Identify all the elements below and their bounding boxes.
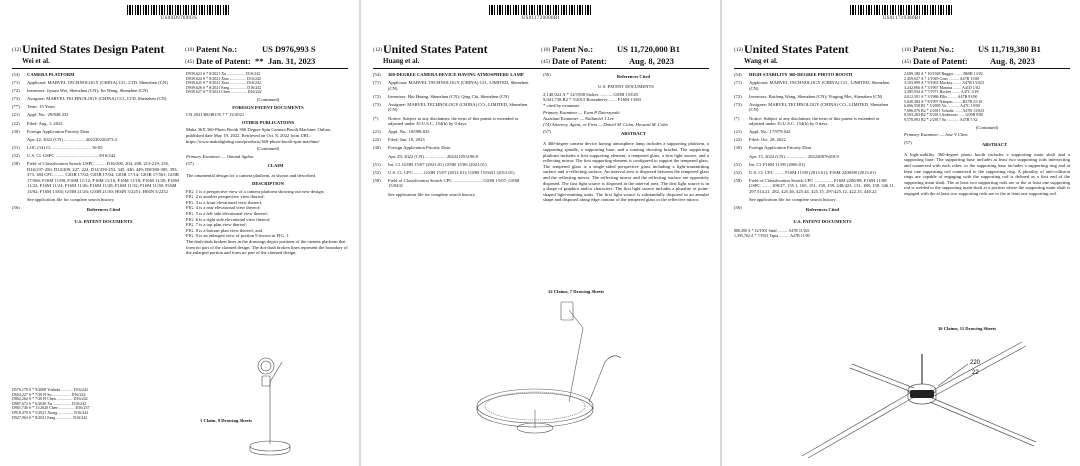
field-text: Appl. No.: 18/098,833: [388, 129, 430, 135]
field-code: [373, 154, 388, 160]
patent-kind-title: United States Patent: [744, 42, 849, 56]
biblio-field: [373, 94, 535, 100]
foreign-docs-heading: FOREIGN PATENT DOCUMENTS: [232, 104, 304, 110]
field-code: (22): [734, 137, 742, 143]
field-text: See application file for complete search history.: [749, 197, 837, 203]
patent-page-camera-device: [361, 0, 720, 466]
date-label: Date of Patent:: [552, 56, 607, 66]
patent-number: US 11,720,000 B1: [617, 44, 680, 54]
field-code: [12, 137, 27, 143]
reference-row: 8,503,283 B2 * 8/2013 Ambrosio ...... G09B 9/00: [904, 112, 984, 118]
date-code: (45): [541, 59, 551, 65]
field-text: U.S. Cl. CPC ........ G03B 15/07 (2013.01); G03B 15/0431 (2013.01): [388, 169, 515, 175]
figure-label-220: 220: [970, 360, 981, 366]
date-of-patent: Aug. 8, 2023: [629, 56, 674, 66]
reference-row: D939,625 S * 8/2021 Xiao ................ D16/242: [186, 80, 261, 86]
foreign-doc-row: CN 202130048155.7 * 12/2021: [186, 112, 245, 118]
field-code: (73): [734, 101, 742, 107]
patent-page-design: [0, 0, 358, 466]
biblio-field: [734, 162, 896, 168]
patent-number-label: Patent No.:: [552, 44, 594, 54]
barcode: [850, 5, 954, 15]
reference-row: 9,578,993 B2 * 2/2017 Su ............ A47B 7/32: [904, 116, 978, 122]
patent-kind-title: United States Design Patent: [22, 42, 165, 56]
field-code: [734, 217, 749, 227]
cited-by-note: * cited by examiner: [543, 102, 580, 108]
field-text: Field of Classification Search CPC ......................... G03B 15/07; G03B 15/0431: [388, 177, 520, 189]
biblio-field: [12, 88, 180, 94]
field-text: Inventors: Jiyuan Wei, Shenzhen (CN); Jin Wang, Shenzhen (CN): [27, 88, 149, 94]
biblio-field: [734, 205, 896, 215]
field-code: [734, 154, 749, 160]
field-code: [734, 197, 749, 203]
field-text: U.S. PATENT DOCUMENTS: [793, 219, 852, 225]
field-code: (**): [12, 104, 20, 110]
date-label: Date of Patent:: [913, 56, 968, 66]
field-code: (58): [373, 177, 381, 183]
date-marker: **: [255, 56, 264, 66]
description-list: [186, 189, 350, 256]
claim-heading: CLAIM: [267, 163, 284, 169]
biblio-field: [12, 104, 180, 110]
biblio-field: [12, 112, 180, 118]
biblio-field: [12, 137, 180, 143]
reference-row: D887,672 S * 6/2020 Xu .................. D16/242: [12, 400, 87, 406]
field-text: Appl. No.: 17/979,642: [749, 129, 791, 135]
field-code: (52): [734, 169, 742, 175]
field-code: (56): [12, 205, 20, 211]
biblio-field: [734, 102, 896, 113]
camera-device-drawing: [451, 298, 631, 462]
date-code: (45): [185, 59, 195, 65]
field-text: Notice: Subject to any disclaimer, the term of this patent is extended or adjusted under 35 U.S.C. 154(b) by 0 days.: [388, 115, 519, 127]
kind-code: (12): [373, 47, 383, 53]
references-list: [543, 92, 709, 103]
field-code: (71): [373, 80, 381, 86]
field-text: Field of Classification Search USPC ......... D16/200, 204, 208, 213-219, 235, D16/237-250; D14/209, 227, 224, D14/259-253, 345, 440, 449; D8/380-385, 393, 373, 384 CPC ......... G03B 17/02; G03B 17/04; G03B 17/14; G03B 17/561; G03B 17/566; F16M 11/08; F16M 11/12; F16M 11/16; F16M 11/18; F16M 11/20; F16M 11/22; F16M 11/24; F16M 11/26; F16M 11/28; F16M 11/32; F16M 11/38; F16M 13/02; F16M 13/04; G03B 21/26; G03B 21/30; H04N 5/2251; H04N 5/2252: [27, 161, 179, 194]
description-line: FIG. 8 is a bottom plan view thereof; and,: [186, 227, 264, 233]
right-column: (56) References Cited U.S. PATENT DOCUMENTS 2,140,022 A * 12/1938 Stokes ........... G03B 15/025 9,041,738 B2 * 5/2015 Rosenberry ....... F16M 13/00 * cited by examiner Primary Examiner — Evan P Dzierzynski Assistant Examiner — Nathaniel J Lee (74) Attorney, Agent, or Firm — Daniel M. Cohn; Howard M. Cohn (57) ABSTRACT A 360-degree camera device having atmosphere lamp includes a supporting platform, a supporting spindle, a supporting base, and a rotating shooting bracket. The supporting platform includes a first supporting element, a tempered glass, a first light source, and a reflecting mirror. The first supporting element is configured to support the tempered glass. The tempered glass is a single-sided perspective glass including a light-transmitting surface and a reflecting surface. An interval area is disposed between the tempered glass and the reflecting mirror. The reflecting mirror and the reflecting surface are oppositely disposed. The first light source is disposed in the interval area. The first light source is in a shape of graphics and/or characters. The first light source includes a plurality of point-shaped light-emitting units. The first light source is substantially disposed in an annular shape and disposed along edge contour of the tempered glass or the reflective mirror.: [543, 72, 710, 203]
field-code: (52): [373, 169, 381, 175]
reference-row: 2,689,180 A * 10/1928 Bugger ........ B60B 13/02: [904, 71, 983, 76]
right-column: [904, 72, 1070, 199]
field-code: (56): [734, 205, 742, 211]
abstract-code: (57): [904, 139, 912, 145]
reference-row: 3,103,899 A * 9/1963 Mackay ........ A47B 13/023: [904, 80, 984, 86]
biblio-field: [12, 96, 180, 102]
biblio-field: [734, 197, 896, 203]
patent-number-code: (10): [902, 47, 912, 53]
publication-number: US011719380B1: [882, 16, 922, 21]
biblio-field: [734, 145, 896, 151]
field-text: Filed: Oct. 28, 2022: [749, 137, 786, 143]
field-code: (22): [373, 137, 381, 143]
abstract-text: A high-stability 360-degree photo booth includes a supporting main shaft and a supporting base. The supporting base includes at least two supporting rods intersecting and connected with each other, or the supporting base includes a supporting ring and at least one supporting rod connected to the supporting ring. A plurality of anti-collision rings are capable of engaging with the supporting rod is defined as a first end of the supporting main shaft. The at least two supporting rods are or the at least one supporting rod is welded to the supporting main shaft at a portion where the supporting main shaft is engaged with the at least two supporting rods are or the at least one supporting rod.: [904, 151, 1070, 196]
continued-label-2: (Continued): [256, 146, 280, 152]
field-text: Inventors: Ruifeng Wang, Shenzhen (CN); Yingtng Mei, Shenzhen (CN): [749, 93, 883, 99]
field-code: (73): [373, 101, 381, 107]
biblio-field: [12, 80, 180, 86]
field-code: (71): [12, 80, 20, 86]
reference-row: 5,040,384 A * 8/1997 Nampas ........ B27B 21/10: [904, 98, 983, 104]
field-text: Filed: Aug. 1, 2022: [27, 120, 63, 126]
biblio-field: [734, 94, 896, 100]
assistant-examiner: Assistant Examiner — Nathaniel J Lee: [543, 116, 615, 122]
examiner: Primary Examiner — Omand Agdon: [186, 153, 254, 159]
biblio-field: [373, 192, 535, 198]
reference-row: 6,066,558 B1 * 5/2005 Vu ............ A47C 19/00: [904, 103, 980, 109]
claim-code: (57): [186, 161, 194, 167]
field-text: U.S. Cl. USPC ..................................... D16/242: [27, 152, 116, 158]
reference-row: D901,746 S * 11/2020 Chen ................ D16/237: [12, 405, 90, 411]
reference-row: 7,006,076 B2 * 2/2011 Schultz ....... A47B 13/023: [904, 107, 985, 113]
field-text: Filed: Jun. 10, 2023: [388, 137, 425, 143]
references-heading: References Cited: [616, 74, 651, 79]
reference-row: D939,624 S * 8/2021 Xiao ................ D16/242: [186, 75, 261, 81]
references-list-left: [734, 229, 896, 238]
biblio-field: [734, 80, 896, 91]
header-rule: [12, 68, 348, 69]
field-code: (51): [12, 144, 20, 150]
field-code: (*): [734, 115, 740, 121]
description-line: FIG. 2 is another perspective view thereof;: [186, 194, 265, 200]
description-line: FIG. 1 is a perspective view of a camera platform showing our new design;: [186, 188, 325, 194]
barcode: [127, 5, 231, 15]
primary-examiner: Primary Examiner — Evan P Dzierzynski: [543, 110, 620, 116]
field-code: (30): [373, 145, 381, 151]
claim-text: The ornamental design for a camera platform, as shown and described.: [186, 173, 317, 179]
reference-row: D939,627 S * 8/2021 Chen ................ D16/242: [186, 89, 262, 95]
biblio-field: [12, 72, 180, 78]
reference-row: 3,385,934 A * 7/1971 Bocker ........ A47C 3/18: [904, 89, 979, 95]
biblio-field: [12, 217, 180, 227]
field-text: References Cited: [805, 207, 840, 213]
field-code: (30): [734, 145, 742, 151]
reference-row: D654,227 S * 7/2019 Su .................. D16/242: [12, 391, 86, 397]
biblio-field: [12, 205, 180, 215]
publication-number: US011720000B1: [521, 16, 561, 21]
field-text: CAMERA PLATFORM: [27, 72, 75, 77]
description-line: FIG. 9 is an enlarged view of portion 9 shown in FIG. 1.: [186, 233, 290, 239]
reference-row: D939,623 S * 8/2021 Xu .................. D16/242: [186, 71, 261, 76]
abstract-heading: ABSTRACT: [620, 131, 647, 137]
camera-platform-drawing: [248, 352, 292, 456]
biblio-field: [12, 129, 180, 135]
field-text: U.S. Cl. CPC ........ F16M 11/08 (2013.01); F16M 2200/08 (2013.01): [749, 169, 876, 175]
bibliographic-column: [734, 72, 896, 239]
reference-row: 4,012,391 A * 3/1986 Ellis ......... A47B 91/00: [904, 93, 978, 99]
date-of-patent: Aug. 8, 2023: [990, 56, 1035, 66]
field-code: (73): [12, 96, 20, 102]
biblio-field: [734, 154, 896, 160]
description-line: FIG. 7 is a top plan view thereof;: [186, 222, 247, 228]
field-text: HIGH-STABILITY 360-DEGREE PHOTO BOOTH: [749, 72, 853, 77]
field-code: (22): [12, 120, 20, 126]
continued-label: (Continued): [256, 96, 280, 102]
biblio-field: [734, 178, 896, 195]
field-text: Applicant: MARVEL TECHNOLOGY (CHINA) CO., LIMITED, Shenzhen (CN): [388, 80, 529, 91]
patent-kind-title: United States Patent: [383, 42, 488, 56]
us-patent-docs-heading: U.S. PATENT DOCUMENTS: [598, 84, 654, 90]
figure-caption: 16 Claims, 11 Drawing Sheets: [937, 326, 997, 331]
header-rule: [734, 68, 1070, 69]
field-code: (71): [734, 80, 742, 86]
field-text: Assignee: MARVEL TECHNOLOGY (CHINA) CO., LTD, Shenzhen (CN): [27, 96, 167, 102]
biblio-field: [12, 121, 180, 127]
patent-number-label: Patent No.:: [913, 44, 955, 54]
field-text: Inventors: Hui Huang, Shenzhen (CN); Qing Chi, Shenzhen (CN): [388, 93, 509, 99]
description-line: FIG. 5 is a left side elevational view thereof;: [186, 210, 269, 216]
field-code: (58): [12, 161, 20, 167]
reference-row: 2,140,022 A * 12/1938 Stokes ........... G03B 15/025: [543, 91, 639, 97]
references-list-right: [186, 72, 350, 95]
other-publications-heading: OTHER PUBLICATIONS: [241, 119, 295, 125]
field-code: (51): [373, 161, 381, 167]
biblio-field: [734, 170, 896, 176]
date-of-patent: Jan. 31, 2023: [268, 56, 316, 66]
biblio-field: [12, 161, 180, 195]
patent-number-code: (10): [185, 47, 195, 53]
field-text: Applicant: MARVEL TECHNOLOGY (CHINA) CO., LIMITED, Shenzhen (CN): [749, 80, 890, 91]
field-code: (72): [734, 93, 742, 99]
field-text: 360-DEGREE CAMERA DEVICE HAVING ATMOSPHERE LAMP: [388, 72, 524, 77]
kind-code: (12): [734, 47, 744, 53]
field-text: Appl. No.: 29/848,333: [27, 112, 69, 118]
examiner: Primary Examiner — Jose V Chen: [904, 132, 968, 138]
field-code: (*): [373, 115, 379, 121]
header-rule: [373, 68, 709, 69]
field-text: Foreign Application Priority Data: [388, 145, 450, 151]
biblio-field: [373, 116, 535, 127]
field-code: (21): [373, 129, 381, 135]
field-text: Assignee: MARVEL TECHNOLOGY (CHINA) CO., LIMITED, Shenzhen (CN): [749, 101, 889, 113]
field-code: (21): [12, 112, 20, 118]
biblio-field: [373, 154, 535, 160]
description-line: FIG. 3 is a front elevational view thereof;: [186, 199, 263, 205]
biblio-field: [373, 162, 535, 168]
field-code: (51): [734, 161, 742, 167]
patent-number: US D976,993 S: [262, 44, 316, 54]
biblio-field: [734, 72, 896, 78]
figure-caption: 12 Claims, 7 Drawing Sheets: [547, 289, 605, 294]
abstract-code: (57): [543, 129, 551, 135]
date-code: (45): [902, 59, 912, 65]
biblio-field: [373, 137, 535, 143]
biblio-field: [12, 153, 180, 159]
biblio-field: [734, 129, 896, 135]
figure-label-22: 22: [972, 370, 979, 376]
biblio-field: [734, 116, 896, 127]
inventor-short: Wang et al.: [744, 57, 778, 65]
description-line: The dash-dash broken lines in the drawings depict portions of the camera platform that form no part of the claimed design. The dot-dash broken lines represent the boundary of the enlarged portion and form no part of the claimed design.: [186, 238, 348, 256]
field-text: Foreign Application Priority Data: [749, 145, 811, 151]
field-text: U.S. PATENT DOCUMENTS: [74, 219, 133, 225]
field-text: See application file for complete search history.: [27, 197, 115, 203]
barcode: [489, 5, 593, 15]
field-text: Int. Cl. G03B 15/07 (2021.01) G03B 15/06 (2021.01): [388, 161, 487, 167]
patent-number-code: (10): [541, 47, 551, 53]
field-text: Apr. 15, 2022 (CN) .................. 202220876418.9: [749, 153, 839, 159]
other-publications-text: Maka 36X 360-Photo Booth 360 Degree Spin Camera Booth Machine, Online, published date May 19, 2022. Retrieved on Oct. 8, 2022 from URL: https://www.makalighting.com/products/360-photo-booth-spin-machine/: [186, 127, 332, 144]
field-code: (54): [373, 72, 381, 77]
reference-row: D862,262 S * 7/2019 Chen ................ D16/242: [12, 396, 88, 402]
date-label: Date of Patent:: [196, 56, 251, 66]
biblio-field: [734, 137, 896, 143]
inventor-short: Wei et al.: [22, 57, 50, 65]
field-text: Int. Cl. F16M 11/08 (2006.01): [749, 161, 805, 167]
reference-row: D939,626 S * 8/2021 Fang ................ D16/242: [186, 84, 262, 90]
publication-number: US00D976993S: [160, 16, 198, 21]
patent-page-photo-booth: [722, 0, 1080, 466]
field-text: Term: 15 Years: [27, 104, 55, 110]
bibliographic-column: [12, 72, 180, 229]
attorney: (74) Attorney, Agent, or Firm — Daniel M. Cohn; Howard M. Cohn: [543, 121, 668, 127]
field-text: Apr. 29, 2022 (CN) .................. 202221053196.8: [388, 153, 478, 159]
field-code: (58): [734, 177, 742, 183]
references-list-right: [904, 72, 1070, 123]
field-code: (30): [12, 128, 20, 134]
field-code: (54): [734, 72, 742, 77]
description-heading: DESCRIPTION: [252, 181, 284, 186]
field-code: (21): [734, 129, 742, 135]
field-text: Applicant: MARVEL TECHNOLOGY (CHINA) CO., LTD, Shenzhen (CN): [27, 80, 168, 86]
inventor-short: Huang et al.: [383, 57, 420, 65]
field-code: [12, 197, 27, 203]
reference-row: 3,242,066 A * 3/1967 Manosa ........ A41D 1/02: [904, 84, 980, 90]
field-text: Notice: Subject to any disclaimer, the term of this patent is extended or adjusted under 35 U.S.C. 154(b) by 0 days.: [749, 115, 880, 127]
field-code: [373, 192, 388, 198]
field-text: References Cited: [86, 207, 121, 213]
field-text: Foreign Application Priority Data: [27, 128, 89, 134]
description-line: FIG. 4 is a rear elevational view thereof;: [186, 205, 261, 211]
biblio-field: [373, 170, 535, 176]
biblio-field: [373, 145, 535, 151]
biblio-field: [12, 197, 180, 203]
figure-caption: 1 Claim, 9 Drawing Sheets: [200, 418, 252, 423]
reference-row: D918,470 S * 5/2021 Xiong ............... D16/242: [12, 409, 89, 415]
reference-row: 886,490 A * 12/1901 Sand .......... A47B 11/021: [734, 228, 810, 234]
photo-booth-drawing: [792, 334, 1072, 462]
patent-number: US 11,719,380 B1: [978, 44, 1041, 54]
field-code: [12, 217, 27, 227]
kind-code: (12): [12, 47, 22, 53]
biblio-field: [373, 129, 535, 135]
biblio-field: [373, 178, 535, 189]
patent-number-label: Patent No.:: [196, 44, 238, 54]
reference-row: D927,963 S * 8/2021 Fang ................ D16/242: [12, 414, 88, 420]
biblio-field: [373, 102, 535, 113]
continued-label: (Continued): [975, 124, 999, 130]
field-text: LOC (14) Cl. ................................. 16-05: [27, 144, 103, 150]
right-column: [186, 72, 350, 256]
abstract-text: A 360-degree camera device having atmosphere lamp includes a supporting platform, a supporting spindle, a supporting base, and a rotating shooting bracket. The supporting platform includes a first supporting element, a tempered glass, a first light source, and a reflecting mirror. The first supporting element is configured to support the tempered glass. The tempered glass is a single-sided perspective glass including a light-transmitting surface and a reflecting surface. An interval area is disposed between the tempered glass and the reflecting mirror. The reflecting mirror and the reflecting surface are oppositely disposed. The first light source is disposed in the interval area. The first light source is in a shape of graphics and/or characters. The first light source includes a plurality of point-shaped light-emitting units. The first light source is substantially disposed in an annular shape and disposed along edge contour of the tempered glass or the reflective mirror.: [543, 141, 710, 203]
biblio-field: [12, 145, 180, 151]
reference-row: 1,395,762 A * 7/1921 Tapia .......... A47B 11/00: [734, 232, 810, 238]
description-line: FIG. 6 is a right side elevational view thereof;: [186, 216, 271, 222]
field-code: (54): [12, 72, 20, 77]
reference-row: 9,041,738 B2 * 5/2015 Rosenberry ....... F16M 13/00: [543, 97, 641, 103]
reference-row: 2,459,027 A * 1/1949 Cons .......... A47B 11/00: [904, 75, 980, 81]
field-text: Apr. 22, 2022 (CN) .................. 202230220473.4: [27, 136, 117, 142]
field-text: Field of Classification Search CPC ................ F16M 2200/08; F16M 11/08 USPC ........ 108/27, 155.1, 165, 151, 158, 159, 248/423, 131, 188, 158, 346.11, 297.514.21, 282, 425.46, 425.44, 425.15, 297/425.12, 422.15, 440.22: [749, 177, 895, 194]
biblio-field: [734, 217, 896, 227]
field-code: (72): [12, 88, 20, 94]
field-code: (72): [373, 93, 381, 99]
abstract-heading: ABSTRACT: [981, 141, 1008, 147]
reference-row: D576,178 S * 9/2008 Yoshida ............ D16/242: [12, 387, 89, 392]
field-text: See application file for complete search history.: [388, 191, 476, 197]
biblio-field: [373, 80, 535, 91]
field-text: Assignee: MARVEL TECHNOLOGY (CHINA) CO., LIMITED, Shenzhen (CN): [388, 101, 528, 113]
bibliographic-column: [373, 72, 535, 200]
field-code: (52): [12, 152, 20, 158]
biblio-field: [373, 72, 535, 78]
references-list-left: [12, 388, 92, 420]
